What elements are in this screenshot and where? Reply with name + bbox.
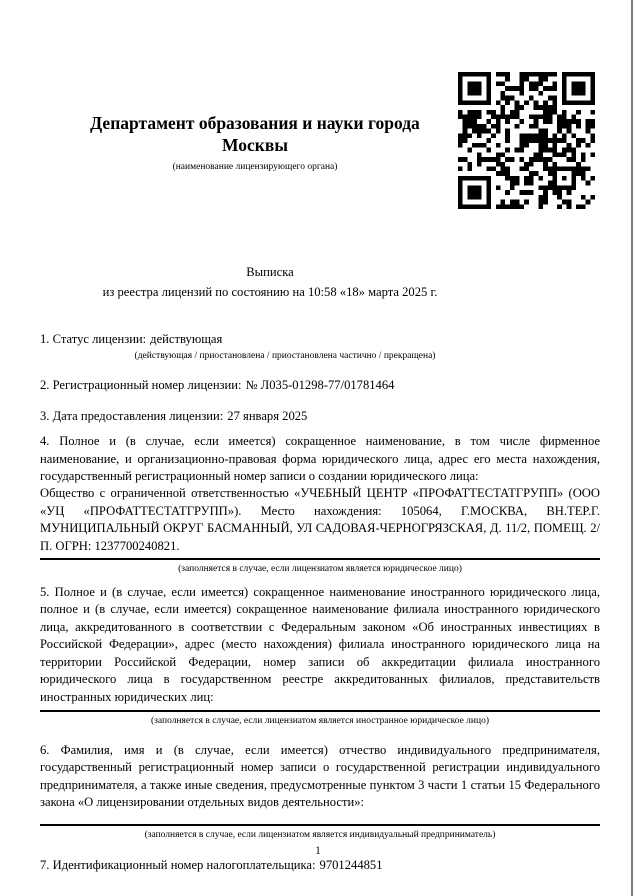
license-date-value: 27 января 2025 [227, 408, 308, 423]
license-status-options-caption: (действующая / приостановлена / приостановлена частично / прекращена) [134, 351, 436, 362]
document-content [40, 0, 600, 874]
authority-title-line2: Москвы [221, 135, 288, 155]
license-date-label: 3. Дата предоставления лицензии: [40, 408, 224, 423]
field-license-status [40, 331, 600, 348]
foreign-entity-caption: (заполняется в случае, если лицензиатом является иностранное юридическое лицо) [151, 715, 489, 726]
registration-number-value: № Л035-01298-77/01781464 [245, 378, 395, 393]
license-status-label: 1. Статус лицензии: [40, 332, 147, 346]
page-right-edge [631, 0, 633, 896]
fill-line-foreign-entity [40, 710, 600, 712]
authority-caption: (наименование лицензирующего органа) [172, 162, 338, 172]
taxpayer-number-value: 9701244851 [319, 857, 383, 872]
field-taxpayer-number [40, 857, 600, 874]
legal-entity-clause: 4. Полное и (в случае, если имеется) сокращенное наименование, в том числе фирменное наименование, и организационно-правовая форма юридического лица, адрес его места нахождения, государственный регистрационный номер записи о создании юридического лица: [40, 434, 600, 484]
document-title [40, 262, 500, 302]
document-title-line1: Выписка [246, 265, 294, 279]
foreign-entity-clause: 5. Полное и (в случае, если имеется) сокращенное наименование иностранного юридического лица, полное и (в случае, если имеется) сокращенное наименование филиала иностранного юридического лица, аккредитованного в соответствии с Федеральным законом «Об иностранных инвестициях в Российской Федерации», адрес (место нахождения) филиала иностранного юридического лица на территории Российской Федерации, номер записи об аккредитации филиала иностранного юридического лица в государственном реестре аккредитованных филиалов, представительств иностранных юридических лиц: [40, 585, 600, 704]
legal-entity-value: Общество с ограниченной ответственностью «УЧЕБНЫЙ ЦЕНТР «ПРОФАТТЕСТАТГРУПП» (ООО «УЦ «ПРОФАТТЕСТАТГРУПП»). Место нахождения: 105064, Г.МОСКВА, ВН.ТЕР.Г. МУНИЦИПАЛЬНЫЙ ОКРУГ БАСМАННЫЙ, УЛ САДОВАЯ-ЧЕРНОГРЯЗСКАЯ, Д. 11/2, ПОМЕЩ. 2/П. ОГРН: 1237700240821. [40, 486, 600, 553]
document-title-line2: из реестра лицензий по состоянию на 10:58 «18» марта 2025 г. [102, 285, 438, 299]
registration-number-label: 2. Регистрационный номер лицензии: [40, 378, 242, 393]
license-status-value: действующая [150, 332, 223, 346]
entrepreneur-clause: 6. Фамилия, имя и (в случае, если имеется) отчество индивидуального предпринимателя, государственный регистрационный номер записи о государственной регистрации индивидуального предпринимателя, а также иные сведения, предусмотренные пунктом 3 части 1 статьи 15 Федерального закона «О лицензировании отдельных видов деятельности»: [40, 742, 600, 810]
authority-title-line1: Департамент образования и науки города [90, 113, 420, 133]
fill-line-entrepreneur [40, 824, 600, 826]
field-license-date [40, 408, 600, 425]
entrepreneur-caption: (заполняется в случае, если лицензиатом является индивидуальный предприниматель) [144, 829, 496, 840]
field-registration-number [40, 377, 600, 394]
taxpayer-number-label: 7. Идентификационный номер налогоплательщика: [40, 857, 316, 872]
legal-entity-caption: (заполняется в случае, если лицензиатом является юридическое лицо) [178, 564, 462, 575]
licensing-authority-title [40, 112, 470, 156]
page-number: 1 [315, 843, 321, 857]
fill-line-legal-entity [40, 558, 600, 560]
